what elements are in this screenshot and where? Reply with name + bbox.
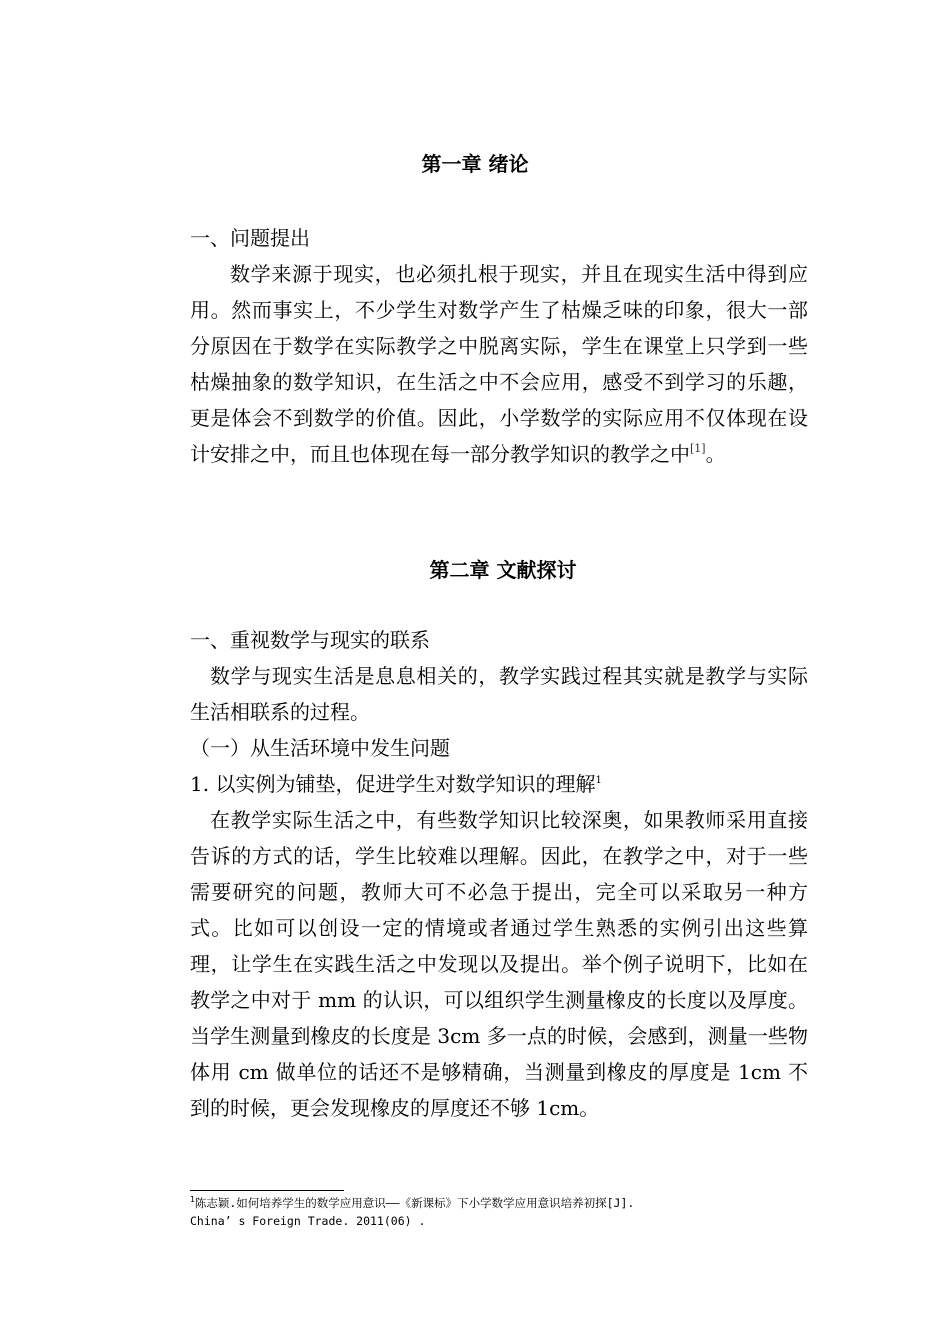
footnote-line-2: China’ s Foreign Trade. 2011(06) . [190, 1214, 426, 1228]
item-heading-text: 1. 以实例为铺垫，促进学生对数学知识的理解 [190, 772, 596, 796]
section-heading-problem: 一、问题提出 [190, 226, 310, 250]
footnote-mark: 1 [595, 775, 602, 786]
paragraph-problem-ending: 。 [705, 442, 726, 466]
footnote-divider [190, 1190, 344, 1191]
footnote-number: 1 [190, 1195, 195, 1204]
footnote [190, 1194, 810, 1230]
section-heading-connection: 一、重视数学与现实的联系 [190, 628, 430, 652]
subsection-heading-environment: （一）从生活环境中发生问题 [190, 736, 450, 760]
chapter-1-title: 第一章 绪论 [421, 152, 529, 176]
footnote-text-1: 陈志颖.如何培养学生的数学应用意识——《新课标》下小学数学应用意识培养初探[J]. [194, 1196, 635, 1210]
paragraph-problem [190, 256, 808, 472]
footnote-line-1 [190, 1194, 810, 1212]
paragraph-connection: 数学与现实生活是息息相关的，教学实践过程其实就是教学与实际生活相联系的过程。 [190, 664, 808, 724]
citation-ref: [1] [690, 442, 706, 455]
item-heading-examples [190, 766, 808, 802]
chapter-2-body [190, 622, 808, 1126]
chapter-2-title: 第二章 文献探讨 [429, 558, 577, 582]
paragraph-problem-text: 数学来源于现实，也必须扎根于现实，并且在现实生活中得到应用。然而事实上，不少学生对数学产生了枯燥乏味的印象，很大一部分原因在于数学在实际教学之中脱离实际，学生在课堂上只学到一些枯燥抽象的数学知识，在生活之中不会应用，感受不到学习的乐趣，更是体会不到数学的价值。因此，小学数学的实际应用不仅体现在设计安排之中，而且也体现在每一部分教学知识的教学之中 [190, 262, 808, 466]
paragraph-examples: 在教学实际生活之中，有些数学知识比较深奥，如果教师采用直接告诉的方式的话，学生比较难以理解。因此，在教学之中，对于一些需要研究的问题，教师大可不必急于提出，完全可以采取另一种方式。比如可以创设一定的情境或者通过学生熟悉的实例引出这些算理，让学生在实践生活之中发现以及提出。举个例子说明下，比如在教学之中对于 mm 的认识，可以组织学生测量橡皮的长度以及厚度。当学生测量到橡皮的长度是 3cm 多一点的时候，会感到，测量一些物体用 cm 做单位的话还不是够精确，当测量到橡皮的厚度是 1cm 不到的时候，更会发现橡皮的厚度还不够 1cm。 [190, 808, 808, 1120]
chapter-1-body [190, 220, 808, 472]
